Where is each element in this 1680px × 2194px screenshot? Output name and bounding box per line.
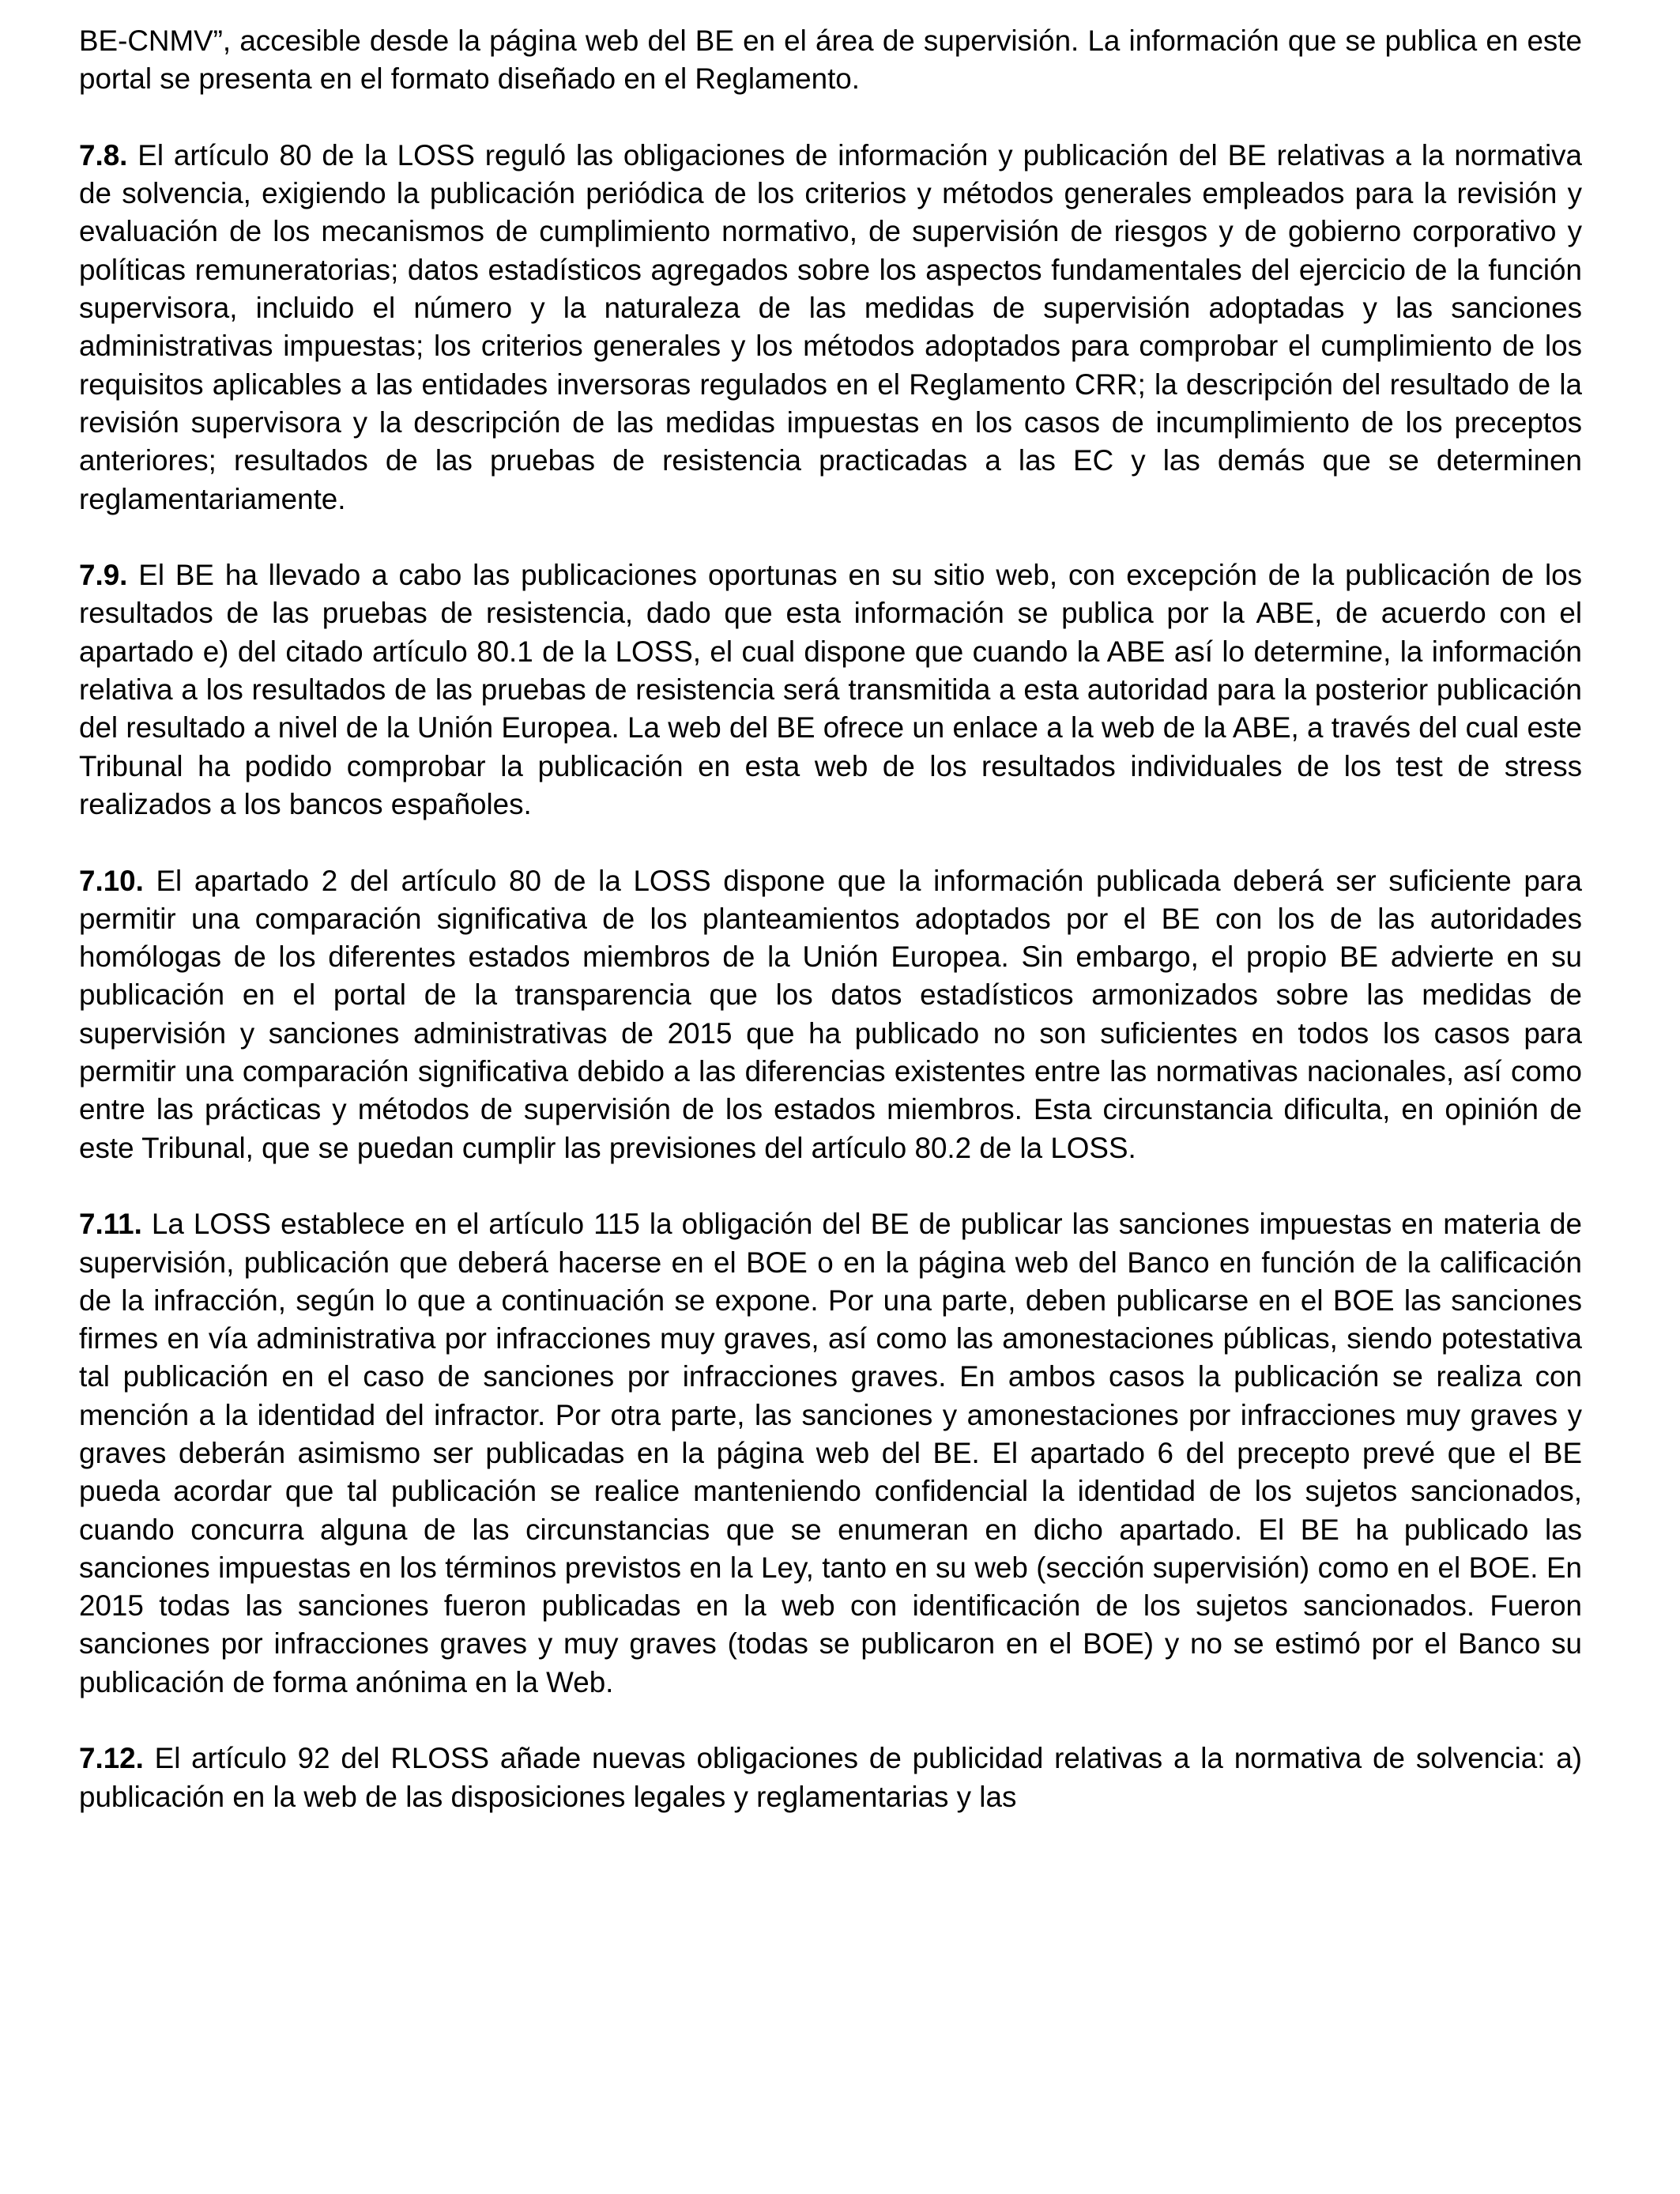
- paragraph-number: 7.9.: [79, 559, 128, 592]
- paragraph-number: 7.12.: [79, 1742, 144, 1775]
- paragraph-text: El apartado 2 del artículo 80 de la LOSS dispone que la información publicada deberá ser suficiente para permitir una comparación significativa de los planteamientos adoptados por el BE con los de las autoridades homólogas de los diferentes estados miembros de la Unión Europea. Sin embargo, el propio BE advierte en su publicación en el portal de la transparencia que los datos estadísticos armonizados sobre las medidas de supervisión y sanciones administrativas de 2015 que ha publicado no son suficientes en todos los casos para permitir una comparación significativa debido a las diferencias existentes entre las normativas nacionales, así como entre las prácticas y métodos de supervisión de los estados miembros. Esta circunstancia dificulta, en opinión de este Tribunal, que se puedan cumplir las previsiones del artículo 80.2 de la LOSS.: [79, 864, 1582, 1164]
- paragraph-number: 7.10.: [79, 864, 144, 897]
- paragraph-number: 7.8.: [79, 138, 128, 172]
- paragraph-7-11: [79, 1205, 1582, 1702]
- document-page: [79, 22, 1582, 1816]
- paragraph-number: 7.11.: [79, 1208, 142, 1241]
- paragraph-continuation: [79, 22, 1582, 99]
- paragraph-text: El artículo 80 de la LOSS reguló las obligaciones de información y publicación del BE relativas a la normativa de solvencia, exigiendo la publicación periódica de los criterios y métodos generales empleados para la revisión y evaluación de los mecanismos de cumplimiento normativo, de supervisión de riesgos y de gobierno corporativo y políticas remuneratorias; datos estadísticos agregados sobre los aspectos fundamentales del ejercicio de la función supervisora, incluido el número y la naturaleza de las medidas de supervisión adoptadas y las sanciones administrativas impuestas; los criterios generales y los métodos adoptados para comprobar el cumplimiento de los requisitos aplicables a las entidades inversoras regulados en el Reglamento CRR; la descripción del resultado de la revisión supervisora y la descripción de las medidas impuestas en los casos de incumplimiento de los preceptos anteriores; resultados de las pruebas de resistencia practicadas a las EC y las demás que se determinen reglamentariamente.: [79, 138, 1582, 515]
- paragraph-text: La LOSS establece en el artículo 115 la obligación del BE de publicar las sanciones impuestas en materia de supervisión, publicación que deberá hacerse en el BOE o en la página web del Banco en función de la calificación de la infracción, según lo que a continuación se expone. Por una parte, deben publicarse en el BOE las sanciones firmes en vía administrativa por infracciones muy graves, así como las amonestaciones públicas, siendo potestativa tal publicación en el caso de sanciones por infracciones graves. En ambos casos la publicación se realiza con mención a la identidad del infractor. Por otra parte, las sanciones y amonestaciones por infracciones muy graves y graves deberán asimismo ser publicadas en la página web del BE. El apartado 6 del precepto prevé que el BE pueda acordar que tal publicación se realice manteniendo confidencial la identidad de los sujetos sancionados, cuando concurra alguna de las circunstancias que se enumeran en dicho apartado. El BE ha publicado las sanciones impuestas en los términos previstos en la Ley, tanto en su web (sección supervisión) como en el BOE. En 2015 todas las sanciones fueron publicadas en la web con identificación de los sujetos sancionados. Fueron sanciones por infracciones graves y muy graves (todas se publicaron en el BOE) y no se estimó por el Banco su publicación de forma anónima en la Web.: [79, 1208, 1582, 1698]
- paragraph-7-8: [79, 137, 1582, 518]
- paragraph-text: El BE ha llevado a cabo las publicaciones oportunas en su sitio web, con excepción de la publicación de los resultados de las pruebas de resistencia, dado que esta información se publica por la ABE, de acuerdo con el apartado e) del citado artículo 80.1 de la LOSS, el cual dispone que cuando la ABE así lo determine, la información relativa a los resultados de las pruebas de resistencia será transmitida a esta autoridad para la posterior publicación del resultado a nivel de la Unión Europea. La web del BE ofrece un enlace a la web de la ABE, a través del cual este Tribunal ha podido comprobar la publicación en esta web de los resultados individuales de los test de stress realizados a los bancos españoles.: [79, 559, 1582, 820]
- paragraph-text: El artículo 92 del RLOSS añade nuevas obligaciones de publicidad relativas a la normativa de solvencia: a) publicación en la web de las disposiciones legales y reglamentarias y las: [79, 1742, 1582, 1813]
- paragraph-7-9: [79, 556, 1582, 824]
- paragraph-text: BE-CNMV”, accesible desde la página web del BE en el área de supervisión. La información que se publica en este portal se presenta en el formato diseñado en el Reglamento.: [79, 25, 1582, 96]
- paragraph-7-12: [79, 1740, 1582, 1816]
- paragraph-7-10: [79, 862, 1582, 1167]
